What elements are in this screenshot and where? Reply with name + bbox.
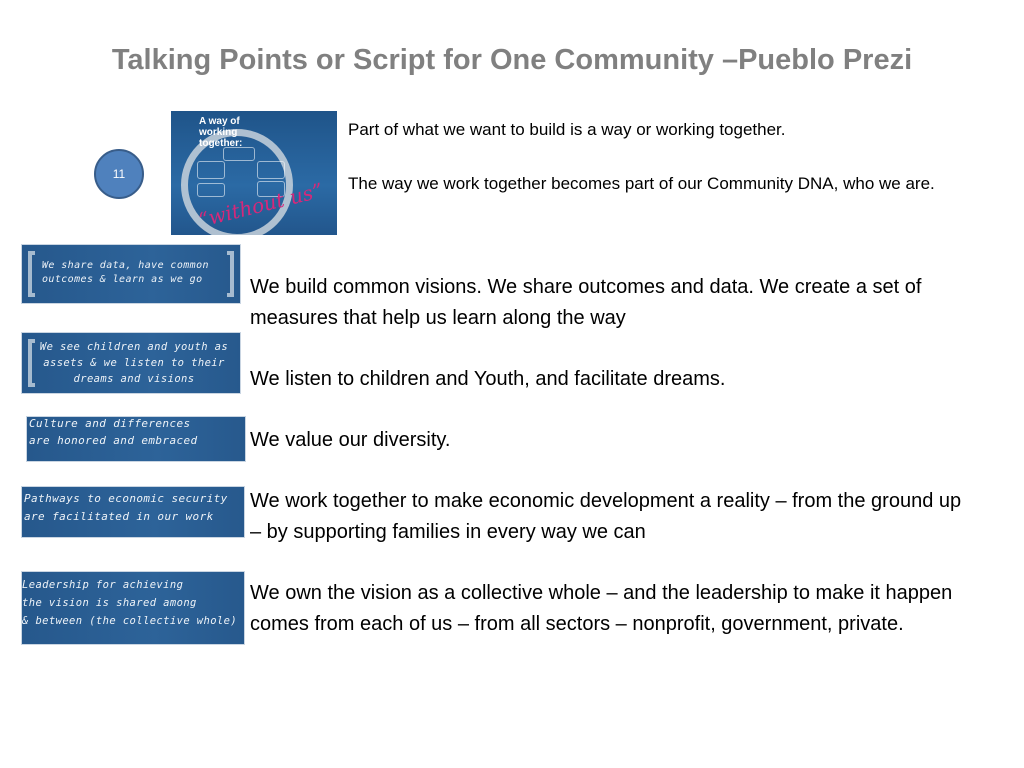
card-text: Pathways to economic security are facilitated in our work (24, 492, 228, 523)
thumbnail-quote: “without us” (195, 177, 326, 233)
card-text: We share data, have common outcomes & learn as we go (42, 260, 209, 285)
prezi-thumbnail (171, 111, 337, 235)
talking-point: We value our diversity. (250, 429, 451, 451)
card-culture (26, 416, 246, 462)
talking-point: We work together to make economic development a reality – from the ground up – by supporting families in every way we can (250, 490, 962, 543)
bracket-left (28, 251, 35, 297)
intro-line: The way we work together becomes part of our Community DNA, who we are. (348, 174, 935, 193)
intro-line: Part of what we want to build is a way or working together. (348, 120, 786, 139)
card-text: Leadership for achieving the vision is shared among & between (the collective whole) (22, 579, 238, 627)
talking-point: We own the vision as a collective whole – and the leadership to make it happen comes from each of us – from all sectors – nonprofit, government, private. (250, 582, 953, 635)
slide-number-badge: 11 (94, 149, 144, 199)
card-text: We see children and youth as assets & we listen to their dreams and visions (39, 341, 229, 385)
diagram-box (223, 147, 255, 161)
intro-text (348, 116, 968, 197)
talking-point: We build common visions. We share outcomes and data. We create a set of measures that help us learn along the way (250, 276, 922, 329)
thumbnail-heading: A way of working together: (199, 116, 243, 149)
card-text: Culture and differences are honored and embraced (29, 417, 198, 447)
card-economic (21, 486, 245, 538)
talking-points (250, 272, 970, 640)
card-share-data (21, 244, 241, 304)
talking-point: We listen to children and Youth, and facilitate dreams. (250, 368, 726, 390)
diagram-box (197, 183, 225, 197)
diagram-box (257, 161, 285, 179)
diagram-box (197, 161, 225, 179)
card-children-youth (21, 332, 241, 394)
slide-title: Talking Points or Script for One Community –Pueblo Prezi (111, 44, 913, 76)
card-leadership (21, 571, 245, 645)
